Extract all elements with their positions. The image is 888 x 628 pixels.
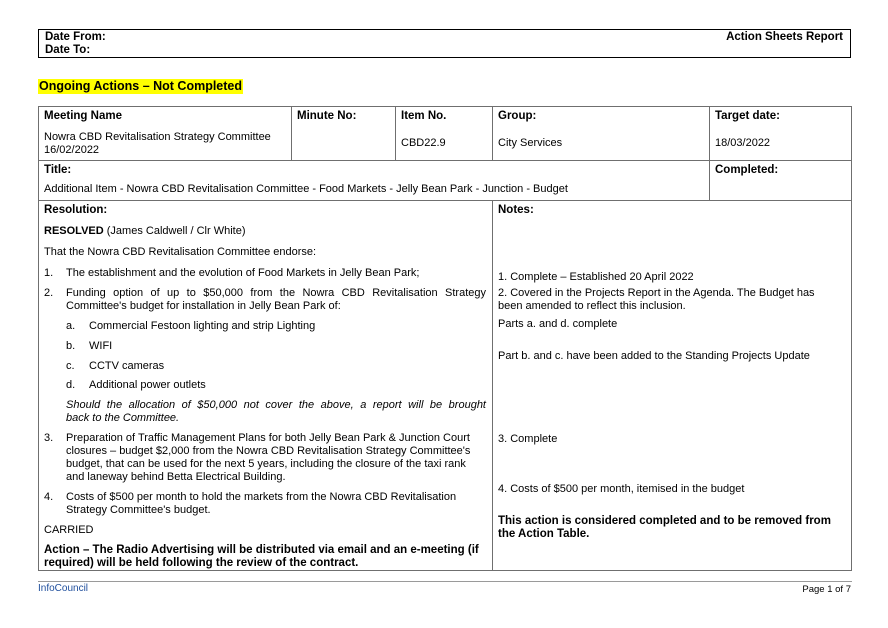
- resolution-item: [44, 267, 486, 280]
- resolved-movers: (James Caldwell / Clr White): [103, 225, 246, 237]
- meeting-name-value: Nowra CBD Revitalisation Strategy Committee: [44, 131, 271, 143]
- item-text: closures – budget $2,000 from the Nowra CBD Revitalisation Strategy Committee's: [66, 445, 471, 457]
- allocation-note-line: Should the allocation of $50,000 not cover the above, a report will be brought: [66, 399, 486, 411]
- item-number: 4.: [44, 491, 54, 503]
- note-parts-complete: Parts a. and d. complete: [498, 318, 618, 330]
- action-line: required) will be held following the review of the contract.: [44, 557, 359, 569]
- sub-item: [44, 320, 486, 333]
- item-text: budget, that can be used for the next 5 years, including the closure of the taxi rank: [66, 458, 466, 470]
- title-value: Additional Item - Nowra CBD Revitalisation Committee - Food Markets - Jelly Bean Park - Junction - Budget: [44, 183, 568, 195]
- notes-label: Notes:: [498, 204, 534, 216]
- item-text: The establishment and the evolution of Food Markets in Jelly Bean Park;: [66, 267, 420, 279]
- date-to-label: Date To:: [45, 44, 91, 56]
- note-item-1: 1. Complete – Established 20 April 2022: [498, 271, 694, 283]
- note-item-4: 4. Costs of $500 per month, itemised in the budget: [498, 483, 745, 495]
- note-item-3: 3. Complete: [498, 433, 558, 445]
- item-number: 2.: [44, 287, 54, 299]
- item-no-cell: [395, 106, 492, 160]
- section-title: Ongoing Actions – Not Completed: [39, 79, 243, 93]
- item-text: Funding option of up to $50,000 from the Nowra CBD Revitalisation Strategy: [66, 287, 486, 299]
- group-value: City Services: [498, 137, 563, 149]
- report-header: [38, 29, 851, 58]
- sub-item: [44, 340, 486, 353]
- title-label: Title:: [44, 164, 72, 176]
- report-title: Action Sheets Report: [726, 31, 843, 43]
- action-table: [38, 106, 852, 571]
- sub-item-letter: a.: [66, 320, 76, 332]
- note-standing-projects: Part b. and c. have been added to the Standing Projects Update: [498, 350, 810, 362]
- completed-label: Completed:: [715, 164, 779, 176]
- item-text: Costs of $500 per month to hold the markets from the Nowra CBD Revitalisation: [66, 491, 457, 503]
- sub-item-letter: b.: [66, 340, 76, 352]
- minute-no-cell: [291, 106, 395, 160]
- target-date-value: 18/03/2022: [715, 137, 771, 149]
- resolution-item: [44, 491, 486, 517]
- page-number: Page 1 of 7: [802, 584, 851, 595]
- item-no-value: CBD22.9: [401, 137, 446, 149]
- sub-item-text: Additional power outlets: [89, 379, 206, 391]
- note-item-2-cont: been amended to reflect this inclusion.: [498, 300, 686, 312]
- sub-item-text: Commercial Festoon lighting and strip Lighting: [89, 320, 316, 332]
- target-date-cell: [709, 106, 852, 160]
- item-text: and laneway behind Betta Electrical Building.: [66, 471, 286, 483]
- allocation-note-line: back to the Committee.: [66, 412, 180, 424]
- meeting-name-cell: [38, 106, 291, 160]
- note-completed: This action is considered completed and to be removed from: [498, 515, 831, 527]
- completed-cell: [709, 160, 852, 200]
- sub-item-letter: d.: [66, 379, 76, 391]
- meeting-name-label: Meeting Name: [44, 110, 122, 122]
- resolution-item: [44, 432, 486, 484]
- item-text: Committee's budget for installation in Jelly Bean Park of:: [66, 300, 341, 312]
- sub-item-text: CCTV cameras: [89, 360, 165, 372]
- target-date-label: Target date:: [715, 110, 780, 122]
- resolution-cell: [38, 200, 492, 571]
- meeting-date-value: 16/02/2022: [44, 144, 100, 156]
- resolution-item: [44, 287, 486, 313]
- note-completed-cont: the Action Table.: [498, 528, 590, 540]
- notes-cell: [492, 200, 852, 571]
- footer-brand[interactable]: InfoCouncil: [38, 583, 89, 594]
- item-text: Preparation of Traffic Management Plans for both Jelly Bean Park & Junction Court: [66, 432, 470, 444]
- group-cell: [492, 106, 709, 160]
- resolution-intro: That the Nowra CBD Revitalisation Committee endorse:: [44, 246, 317, 258]
- group-label: Group:: [498, 110, 537, 122]
- item-no-label: Item No.: [401, 110, 447, 122]
- item-number: 1.: [44, 267, 54, 279]
- date-from-label: Date From:: [45, 31, 106, 43]
- item-text: Strategy Committee's budget.: [66, 504, 211, 516]
- note-item-2: 2. Covered in the Projects Report in the Agenda. The Budget has: [498, 287, 815, 299]
- title-cell: [38, 160, 709, 200]
- sub-item: [44, 379, 486, 392]
- resolved-line: [44, 225, 486, 238]
- item-number: 3.: [44, 432, 54, 444]
- sub-item-letter: c.: [66, 360, 75, 372]
- sub-item-text: WIFI: [89, 340, 113, 352]
- carried-text: CARRIED: [44, 524, 94, 536]
- resolution-label: Resolution:: [44, 204, 108, 216]
- footer-divider: [38, 581, 852, 582]
- allocation-note: [44, 399, 486, 425]
- action-line: Action – The Radio Advertising will be distributed via email and an e-meeting (if: [44, 544, 479, 556]
- sub-item: [44, 360, 486, 373]
- minute-no-label: Minute No:: [297, 110, 357, 122]
- resolved-bold: RESOLVED: [44, 225, 104, 237]
